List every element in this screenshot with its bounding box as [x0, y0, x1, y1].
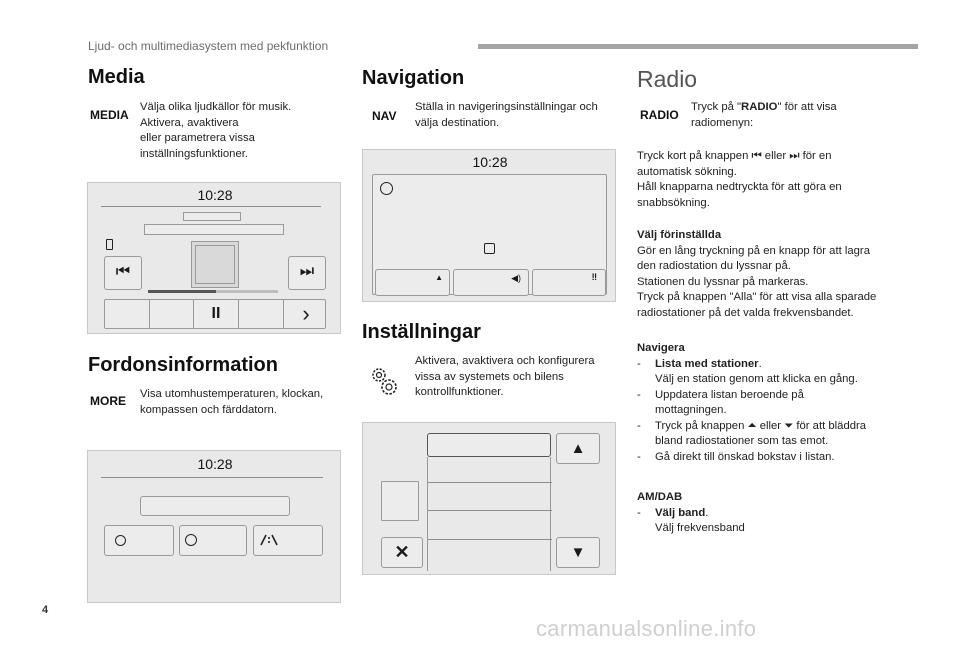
vehicle-info-line: kompassen och färddatorn.	[140, 403, 277, 416]
pause-button[interactable]: II	[211, 305, 221, 322]
radio-search-text: Tryck kort på knappen ⏮ eller ⏭ för en automatisk sökning. Håll knapparna nedtryckta för att göra en snabbsökning.	[637, 150, 842, 209]
close-button[interactable]	[381, 537, 423, 568]
nav-traffic-button[interactable]	[532, 269, 606, 296]
page-number: 4	[42, 604, 49, 616]
vehicle-info-screen-illustration	[87, 450, 341, 603]
radio-navigate-section: Navigera - Lista med stationer. Välj en station genom att klicka en gång. - Uppdatera listan beroende på mottagningen. - Tryck på knappen ⏶ eller ⏷ för att bläddra bland radiostationer som tas emot. - Gå direkt till önskad bokstav i listan.	[637, 342, 867, 463]
settings-gear-icon	[366, 363, 402, 399]
header-divider	[478, 44, 918, 49]
nav-search-icon[interactable]	[380, 182, 393, 195]
media-control-bar	[104, 299, 326, 329]
vehicle-screen-time: 10:28	[197, 456, 233, 472]
media-line: Aktivera, avaktivera	[140, 116, 239, 129]
nav-volume-button[interactable]	[453, 269, 529, 296]
nav-menu-arrow-icon: ▲	[435, 273, 443, 282]
next-track-button[interactable]	[288, 256, 326, 290]
next-icon: ⏭	[299, 263, 315, 280]
media-heading: Media	[88, 66, 145, 88]
scroll-up-button[interactable]	[556, 433, 600, 464]
media-screen-time: 10:28	[197, 187, 233, 203]
previous-track-button[interactable]	[104, 256, 142, 290]
watermark: carmanualsonline.info	[536, 616, 757, 641]
list-row-divider	[428, 510, 552, 511]
progress-fill	[148, 290, 216, 293]
vehicle-info-line: Visa utomhustemperaturen, klockan,	[140, 388, 324, 400]
usb-icon	[106, 239, 113, 250]
settings-description	[415, 354, 620, 401]
media-line: Välja olika ljudkällor för musik.	[140, 101, 292, 113]
radio-list-screen-illustration	[362, 422, 616, 575]
nav-icon-label: NAV	[372, 109, 397, 123]
navigation-line: Ställa in navigeringsinställningar och	[415, 101, 598, 113]
clock-icon	[115, 535, 126, 546]
position-marker-icon	[484, 243, 495, 254]
navigation-description	[415, 100, 620, 131]
running-header: Ljud- och multimediasystem med pekfunktion	[88, 39, 329, 53]
list-row-divider	[428, 539, 552, 540]
media-title-bar	[183, 212, 241, 221]
letter-selector[interactable]	[381, 481, 419, 521]
chevron-right-button[interactable]: ›	[302, 301, 310, 326]
vehicle-screen-divider	[101, 477, 323, 478]
radio-preset-section: Välj förinställda Gör en lång tryckning på en knapp för att lagra den radiostation du lyssnar på. Stationen du lyssnar på markeras. Tryck på knappen "Alla" för att visa alla sparade radiostationer på det valda frekvensbandet.	[637, 229, 877, 319]
media-line: inställningsfunktioner.	[140, 147, 249, 160]
media-screen-divider	[101, 206, 321, 207]
vehicle-info-heading: Fordonsinformation	[88, 354, 278, 376]
more-icon-label: MORE	[90, 394, 126, 408]
previous-icon: ⏮	[115, 263, 131, 280]
close-icon: ✕	[394, 542, 410, 562]
scroll-down-button[interactable]	[556, 537, 600, 568]
vehicle-info-bar	[140, 496, 290, 516]
settings-line: Aktivera, avaktivera och konfigurera	[415, 355, 595, 367]
settings-line: vissa av systemets och bilens	[415, 370, 564, 383]
clock-button[interactable]	[104, 525, 174, 556]
media-icon-label: MEDIA	[90, 108, 129, 122]
media-artist-bar	[144, 224, 284, 235]
progress-track	[148, 290, 278, 293]
station-list	[427, 457, 551, 571]
navigation-line: välja destination.	[415, 116, 500, 129]
list-row-divider	[428, 482, 552, 483]
vehicle-info-description	[140, 387, 340, 418]
arrow-up-icon: ▲	[570, 440, 586, 457]
compass-icon	[185, 534, 197, 546]
media-description	[140, 100, 340, 162]
media-screen-illustration	[87, 182, 341, 334]
navigation-heading: Navigation	[362, 67, 465, 89]
traffic-icon: ‼	[591, 272, 597, 282]
volume-icon: ◀)	[511, 273, 521, 283]
settings-heading: Inställningar	[362, 321, 481, 343]
radio-intro: Tryck på "RADIO" för att visa radiomenyn:	[691, 101, 837, 129]
compass-button[interactable]	[179, 525, 247, 556]
media-album-art	[191, 241, 239, 288]
nav-menu-button[interactable]	[375, 269, 450, 296]
nav-screen-time: 10:28	[472, 154, 508, 170]
arrow-down-icon: ▼	[570, 544, 586, 561]
radio-icon-label: RADIO	[640, 108, 679, 122]
trip-computer-button[interactable]	[253, 525, 323, 556]
trip-computer-icon	[260, 534, 278, 546]
navigation-screen-illustration	[362, 149, 616, 302]
settings-line: kontrollfunktioner.	[415, 386, 504, 398]
list-header	[427, 433, 551, 457]
media-line: eller parametrera vissa	[140, 132, 255, 144]
radio-heading: Radio	[637, 66, 698, 92]
radio-band-section: AM/DAB - Välj band. Välj frekvensband	[637, 491, 745, 534]
